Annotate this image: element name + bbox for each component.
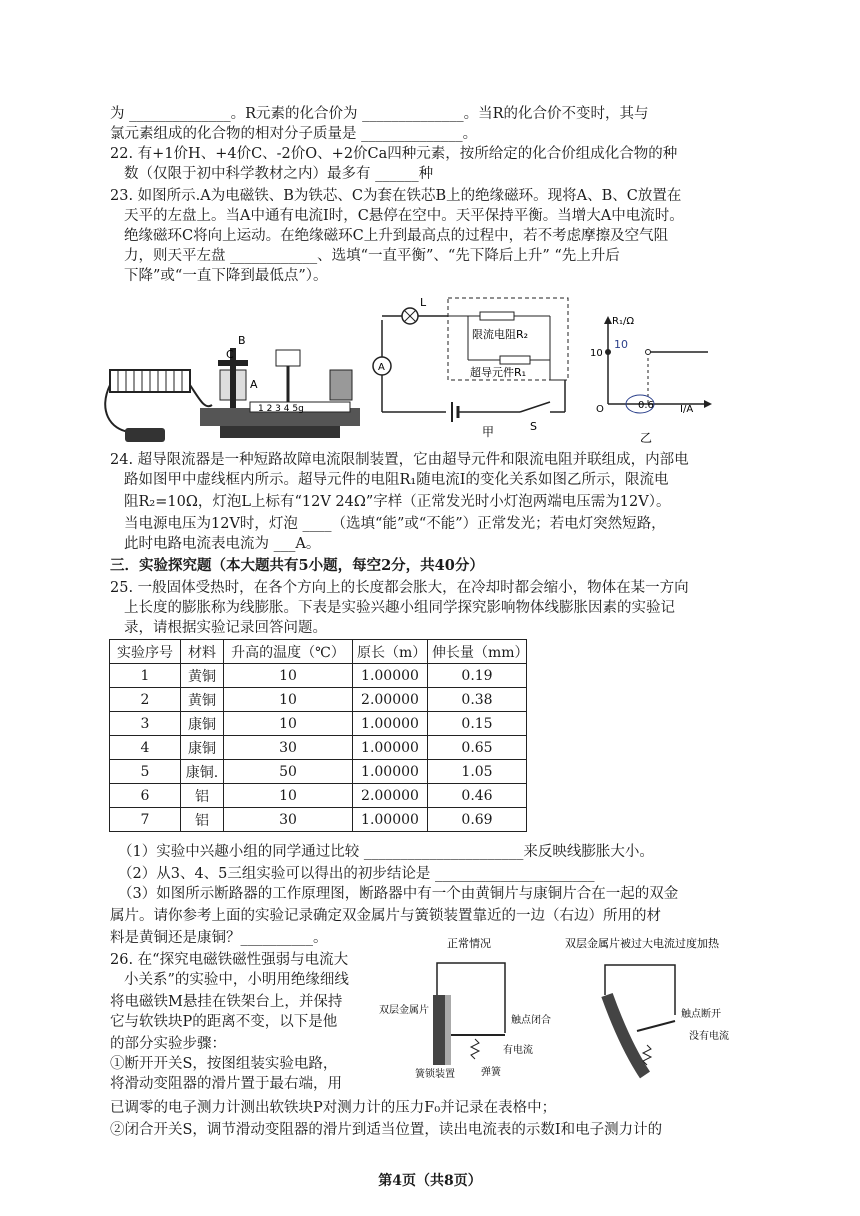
- r1-label: 超导元件R₁: [470, 366, 527, 379]
- x-axis-label: I/A: [680, 404, 694, 415]
- contact-open-label: 触点断开: [681, 1009, 721, 1020]
- y-tick: 10: [590, 348, 603, 359]
- text-line: 属片。请你参考上面的实验记录确定双金属片与簧锁装置靠近的一边（右边）所用的材: [110, 908, 661, 924]
- table-cell: 10: [224, 664, 353, 688]
- text-line: 的部分实验步骤：: [110, 1036, 226, 1052]
- text-line: 力，则天平左盘 ____________、选填“一直平衡”、“先下降后上升” “先上升后: [124, 248, 620, 264]
- x-tick: 0.6: [638, 400, 654, 411]
- table-cell: 10: [224, 712, 353, 736]
- table-cell: 3: [110, 712, 181, 736]
- bimetal-label: 双层金属片: [379, 1005, 429, 1016]
- lamp-label: L: [420, 296, 427, 309]
- table-cell: 2.00000: [353, 688, 428, 712]
- question-23: 23. 如图所示.A为电磁铁、B为铁芯、C为套在铁芯B上的绝缘磁环。现将A、B、C放置在: [110, 188, 682, 204]
- text-line: 已调零的电子测力计测出软铁块P对测力计的压力F₀并记录在表格中；: [110, 1100, 557, 1116]
- label-a: A: [250, 378, 258, 391]
- text-line: ②闭合开关S，调节滑动变阻器的滑片到适当位置，读出电流表的示数I和电子测力计的: [110, 1122, 663, 1138]
- table-cell: 1.00000: [353, 808, 428, 832]
- label-c: C: [226, 348, 234, 361]
- experiment-table: [109, 639, 527, 832]
- normal-title: 正常情况: [447, 937, 491, 950]
- table-cell: 康铜: [181, 712, 224, 736]
- text-line: 录，请根据实验记录回答问题。: [124, 620, 327, 636]
- table-cell: 1.00000: [353, 760, 428, 784]
- table-cell: 1: [110, 664, 181, 688]
- contact-closed-label: 触点闭合: [511, 1015, 551, 1026]
- switch-label: S: [530, 420, 537, 433]
- table-cell: 0.19: [428, 664, 527, 688]
- text-line: 为 ______________。R元素的化合价为 ______________。当R的化合价不变时，其与: [110, 106, 649, 122]
- page-number: 第4页（共8页）: [378, 1173, 482, 1189]
- balance-figure: [100, 330, 380, 450]
- table-cell: 黄铜: [181, 688, 224, 712]
- table-header: 材料: [181, 640, 224, 664]
- table-cell: 1.05: [428, 760, 527, 784]
- table-cell: 10: [224, 688, 353, 712]
- table-cell: 6: [110, 784, 181, 808]
- question-22: 22. 有+1价H、+4价C、-2价O、+2价Ca四种元素，按所给定的化合价组成化合物的种: [110, 146, 678, 162]
- q25-part1: （1）实验中兴趣小组的同学通过比较 ______________________来反映线膨胀大小。: [118, 844, 654, 860]
- ammeter-label: A: [378, 362, 385, 373]
- table-header: 实验序号: [110, 640, 181, 664]
- spring-label: 弹簧: [481, 1067, 501, 1078]
- table-cell: 铝: [181, 784, 224, 808]
- table-cell: 康铜: [181, 736, 224, 760]
- table-cell: 0.46: [428, 784, 527, 808]
- table-cell: 1.00000: [353, 736, 428, 760]
- heated-title: 双层金属片被过大电流过度加热: [565, 937, 719, 950]
- table-cell: 10: [224, 784, 353, 808]
- table-cell: 0.65: [428, 736, 527, 760]
- table-row: [110, 712, 527, 736]
- table-header-row: [110, 640, 527, 664]
- caption-yi: 乙: [640, 431, 653, 445]
- table-cell: 0.69: [428, 808, 527, 832]
- text-line: 绝缘磁环C将向上运动。在绝缘磁环C上升到最高点的过程中，若不考虑摩擦及空气阻: [124, 228, 669, 244]
- text-line: 小关系”的实验中，小明用绝缘细线: [124, 972, 349, 988]
- bimetal-strip-bent: [607, 995, 645, 1075]
- no-current-label: 没有电流: [689, 1031, 729, 1042]
- q25-part2: （2）从3、4、5三组实验可以得出的初步结论是 ______________________: [118, 866, 595, 882]
- section-heading: 三．实验探究题（本大题共有5小题，每空2分，共40分）: [110, 557, 484, 574]
- table-header: 伸长量（mm）: [428, 640, 527, 664]
- table-header: 原长（m）: [353, 640, 428, 664]
- question-26: 26. 在“探究电磁铁磁性强弱与电流大: [110, 952, 349, 968]
- text-line: 它与软铁块P的距离不变，以下是他: [110, 1014, 338, 1030]
- lock-label: 簧锁装置: [415, 1069, 455, 1080]
- table-cell: 2.00000: [353, 784, 428, 808]
- table-cell: 1.00000: [353, 712, 428, 736]
- table-cell: 0.38: [428, 688, 527, 712]
- table-cell: 黄铜: [181, 664, 224, 688]
- has-current-label: 有电流: [503, 1045, 533, 1056]
- bimetal-strip-normal: [433, 995, 445, 1065]
- text-line: 料是黄铜还是康铜？__________。: [110, 930, 328, 946]
- table-cell: 50: [224, 760, 353, 784]
- table-cell: 1.00000: [353, 664, 428, 688]
- question-24: 24. 超导限流器是一种短路故障电流限制装置，它由超导元件和限流电阻并联组成，内部电: [110, 452, 689, 468]
- text-line: 上长度的膨胀称为线膨胀。下表是实验兴趣小组同学探究影响物体线膨胀因素的实验记: [124, 600, 675, 616]
- table-row: [110, 760, 527, 784]
- table-row: [110, 736, 527, 760]
- table-row: [110, 664, 527, 688]
- table-row: [110, 688, 527, 712]
- table-cell: 4: [110, 736, 181, 760]
- caption-jia: 甲: [482, 425, 495, 439]
- table-cell: 30: [224, 736, 353, 760]
- question-25: 25. 一般固体受热时，在各个方向上的长度都会胀大，在冷却时都会缩小，物体在某一方向: [110, 580, 689, 596]
- text-line: 将滑动变阻器的滑片置于最右端，用: [110, 1076, 342, 1092]
- y-axis-label: R₁/Ω: [612, 316, 634, 327]
- label-b: B: [238, 334, 246, 347]
- table-row: [110, 784, 527, 808]
- text-line: 天平的左盘上。当A中通有电流I时，C悬停在空中。天平保持平衡。当增大A中电流时。: [124, 208, 684, 224]
- breaker-figure: [375, 935, 775, 1085]
- table-row: [110, 808, 527, 832]
- table-cell: 2: [110, 688, 181, 712]
- text-line: 氯元素组成的化合物的相对分子质量是 ______________。: [110, 126, 478, 142]
- table-header: 升高的温度（℃）: [224, 640, 353, 664]
- table-cell: 30: [224, 808, 353, 832]
- q25-part3: （3）如图所示断路器的工作原理图，断路器中有一个由黄铜片与康铜片合在一起的双金: [118, 886, 679, 902]
- text-line: 数（仅限于初中科学教材之内）最多有 ______种: [124, 166, 434, 182]
- text-line: 将电磁铁M悬挂在铁架台上，并保持: [110, 994, 343, 1010]
- table-cell: 7: [110, 808, 181, 832]
- text-line: 此时电路电流表电流为 ___A。: [124, 536, 321, 552]
- text-line: 当电源电压为12V时，灯泡 ____（选填“能”或“不能”）正常发光；若电灯突然短路，: [124, 516, 666, 532]
- r2-label: 限流电阻R₂: [472, 328, 529, 341]
- balance-scale: 1 2 3 4 5g: [258, 404, 304, 414]
- table-cell: 5: [110, 760, 181, 784]
- table-cell: 康铜.: [181, 760, 224, 784]
- table-cell: 铝: [181, 808, 224, 832]
- circuit-jia: [370, 290, 575, 440]
- origin-label: O: [596, 404, 604, 415]
- text-line: 下降”或“一直下降到最低点”）。: [124, 268, 328, 284]
- handwritten-value: 10: [614, 338, 628, 351]
- graph-yi: [588, 312, 718, 447]
- text-line: 路如图甲中虚线框内所示。超导元件的电阻R₁随电流I的变化关系如图乙所示，限流电: [124, 472, 669, 488]
- text-line: 阻R₂=10Ω，灯泡L上标有“12V 24Ω”字样（正常发光时小灯泡两端电压需为12V）。: [124, 494, 671, 510]
- text-line: ①断开开关S，按图组装实验电路，: [110, 1056, 338, 1072]
- table-cell: 0.15: [428, 712, 527, 736]
